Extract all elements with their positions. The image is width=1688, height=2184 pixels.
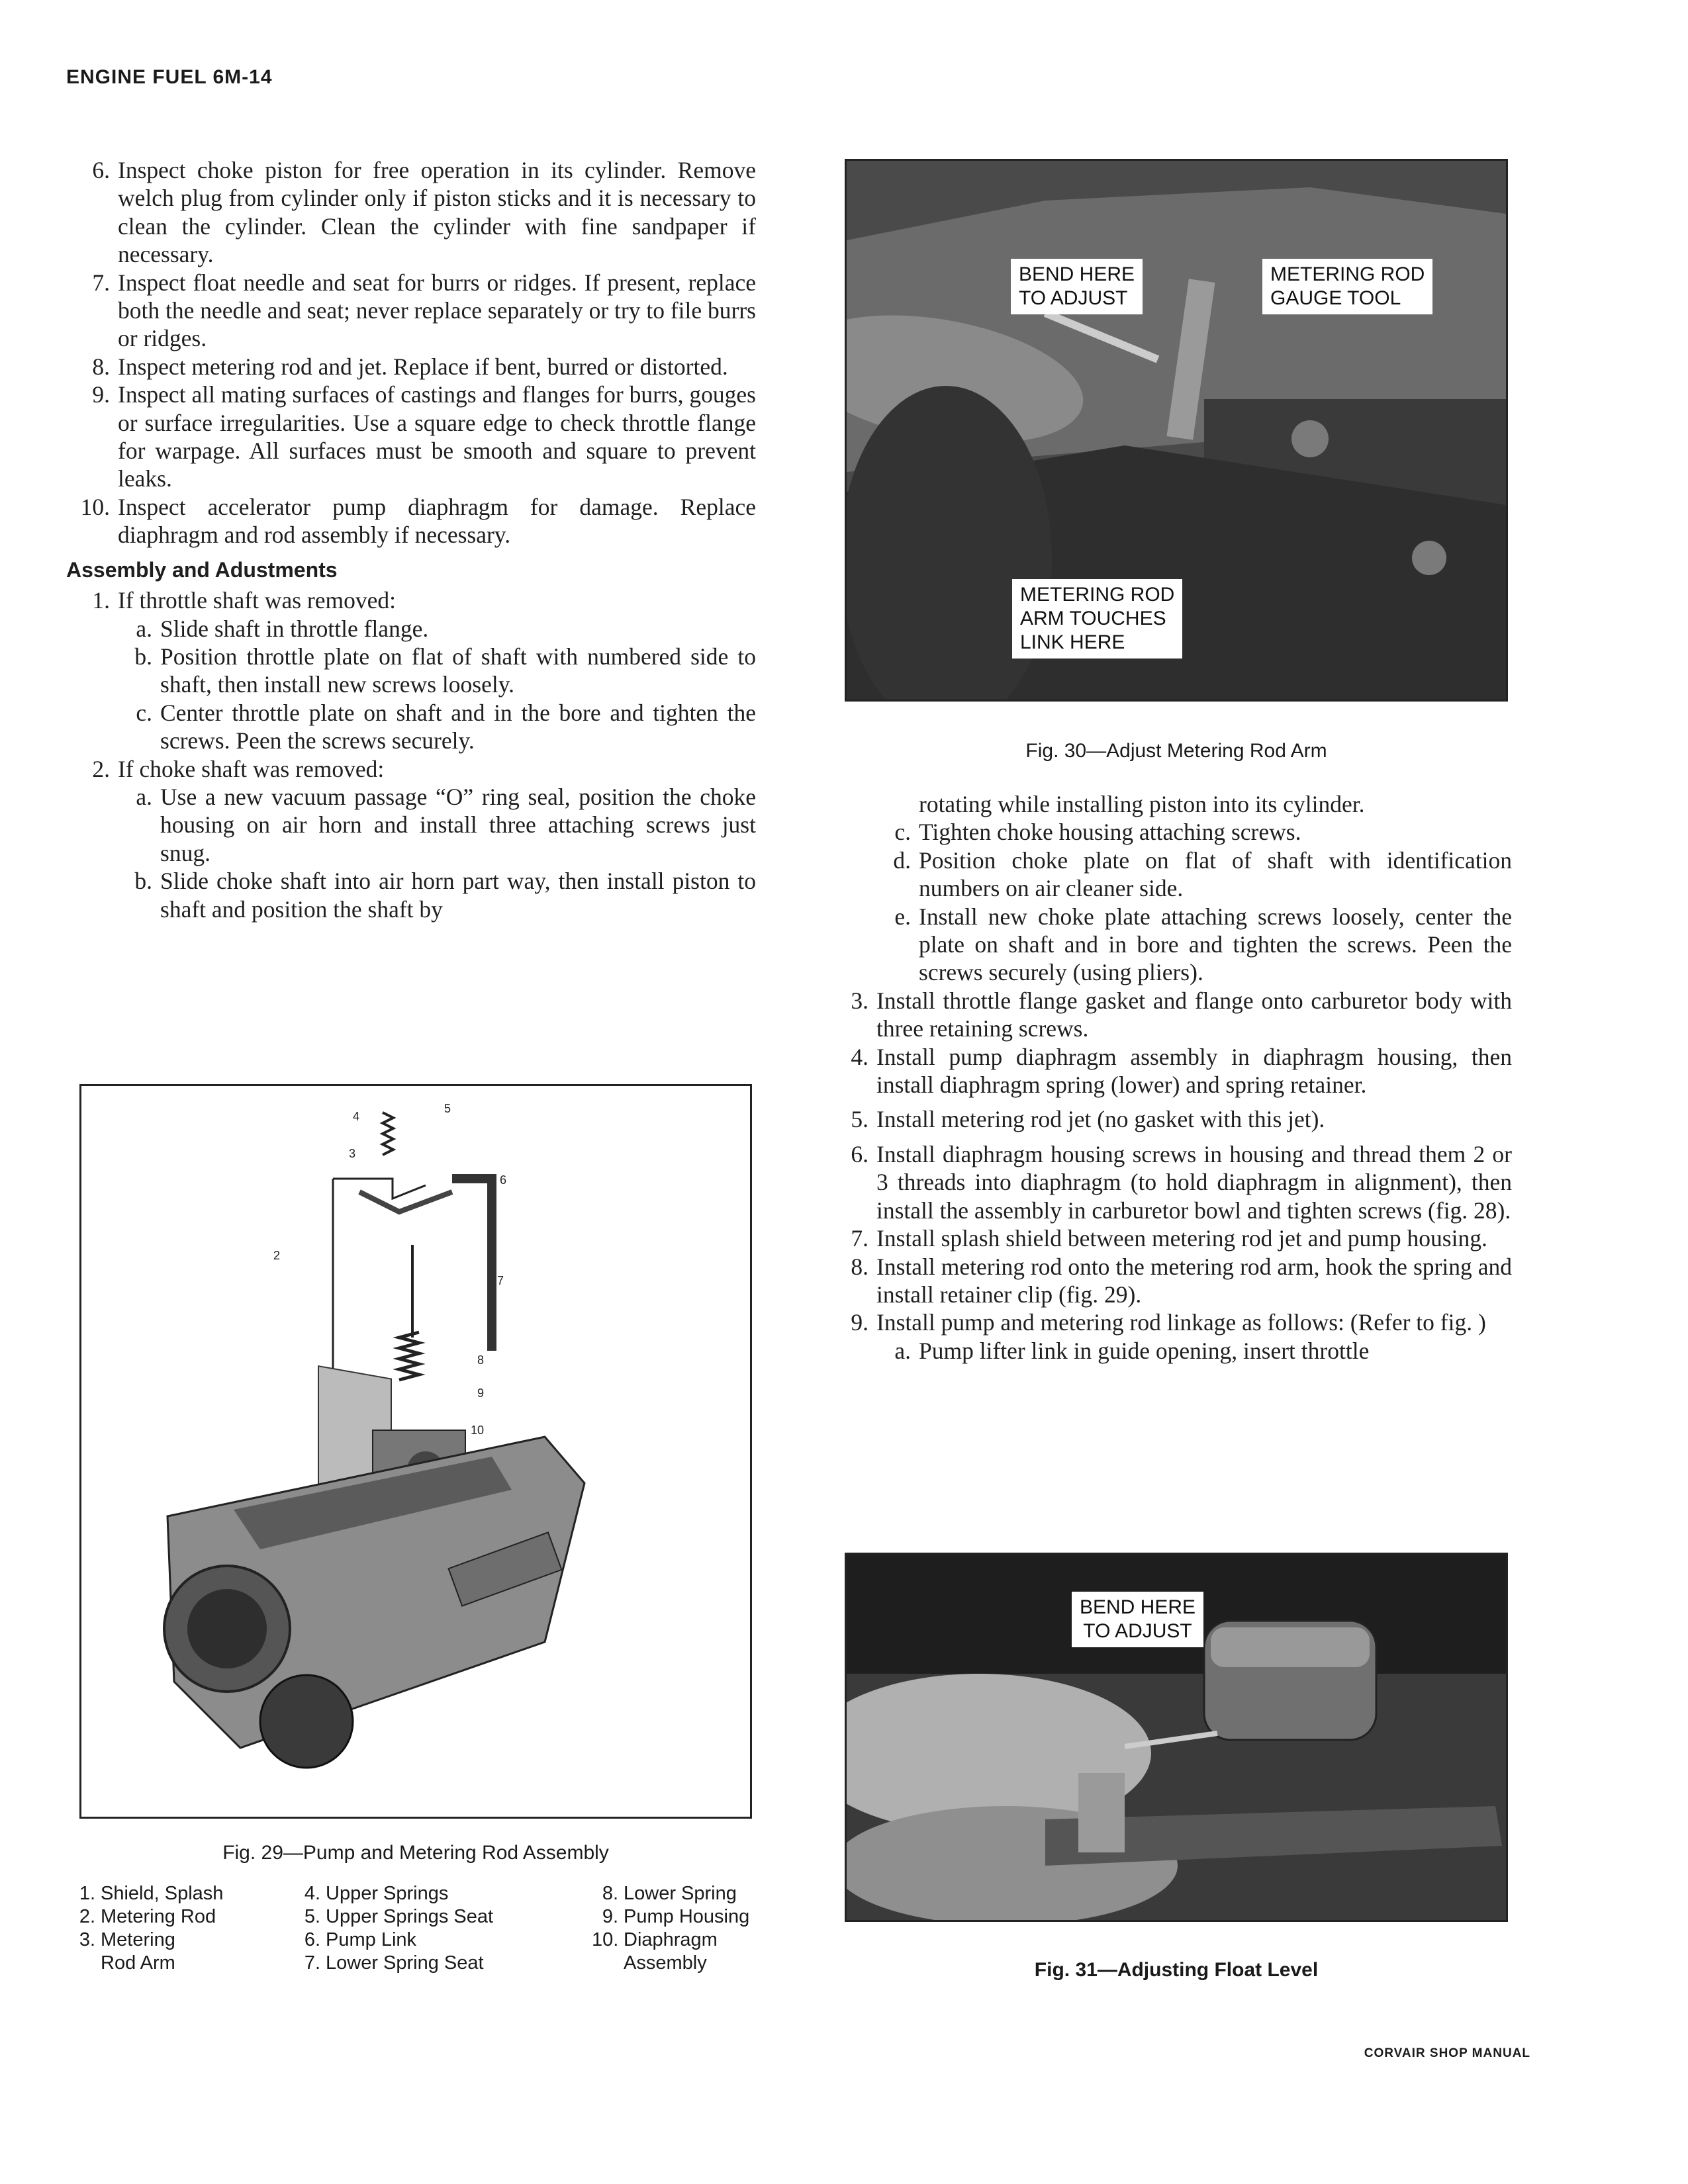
step-text: Inspect metering rod and jet. Replace if bent, burred or distorted.	[118, 353, 728, 380]
assembly-step	[825, 1253, 1512, 1309]
inspection-step	[66, 353, 756, 381]
section-heading: Assembly and Adustments	[66, 557, 338, 582]
substep-text: Slide choke shaft into air horn part way, then install piston to shaft and position the shaft by	[160, 868, 756, 923]
step-number: 1.	[92, 587, 110, 614]
callout-3: 3	[349, 1147, 356, 1160]
inspection-step	[66, 493, 756, 549]
assembly-step	[66, 586, 756, 614]
right-column	[825, 790, 1512, 1365]
substep-text: Position throttle plate on flat of shaft with numbered side to shaft, then install new screws loosely.	[160, 643, 756, 698]
substep-text: Pump lifter link in guide opening, insert throttle	[919, 1337, 1370, 1364]
step-number: 6.	[851, 1140, 868, 1167]
assembly-substep	[825, 846, 1512, 903]
callout-metering-rod-arm: METERING ROD ARM TOUCHES LINK HERE	[1012, 579, 1182, 659]
step-number: 6.	[92, 157, 110, 183]
callout-6: 6	[500, 1173, 507, 1187]
callout-7: 7	[497, 1274, 504, 1287]
fig30-caption: Fig. 30—Adjust Metering Rod Arm	[1025, 740, 1327, 762]
callout-2: 2	[273, 1249, 281, 1262]
legend-item: 7. Lower Spring Seat	[304, 1952, 484, 1974]
assembly-step	[825, 1105, 1512, 1133]
substep-letter: d.	[893, 846, 911, 874]
assembly-step	[825, 987, 1512, 1043]
callout-bend-here: BEND HERE TO ADJUST	[1072, 1592, 1203, 1647]
substep-letter: b.	[134, 868, 152, 895]
legend-item: 6. Pump Link	[304, 1929, 417, 1950]
inspection-step	[66, 156, 756, 269]
step-number: 8.	[851, 1253, 868, 1280]
fig29-legend	[69, 1882, 764, 1981]
substep-letter: a.	[136, 783, 152, 810]
substep-letter: c.	[136, 699, 152, 726]
assembly-substep	[66, 615, 756, 643]
step-number: 9.	[92, 381, 110, 408]
fig31-photo	[845, 1553, 1508, 1922]
step-text: Install pump diaphragm assembly in diaphragm housing, then install diaphragm spring (lower) and spring retainer.	[876, 1043, 1512, 1099]
step-text: If choke shaft was removed:	[118, 755, 385, 782]
fig29-caption: Fig. 29—Pump and Metering Rod Assembly	[222, 1842, 609, 1864]
substep-letter: c.	[894, 819, 911, 846]
callout-4: 4	[353, 1110, 360, 1123]
step-text: Inspect accelerator pump diaphragm for damage. Replace diaphragm and rod assembly if necessary.	[118, 493, 756, 549]
assembly-step	[825, 1224, 1512, 1252]
assembly-substep	[66, 699, 756, 755]
assembly-substep	[825, 818, 1512, 846]
assembly-substep	[66, 867, 756, 923]
step-text: Install throttle flange gasket and flange onto carburetor body with three retaining screws.	[876, 987, 1512, 1042]
step-number: 10.	[80, 493, 110, 520]
substep-letter: b.	[134, 643, 152, 670]
continuation-text: rotating while installing piston into its cylinder.	[919, 791, 1365, 817]
step-number: 3.	[851, 987, 868, 1014]
substep-text: Center throttle plate on shaft and in the bore and tighten the screws. Peen the screws securely.	[160, 699, 756, 754]
callout-8: 8	[477, 1353, 485, 1367]
legend-item: 1. Shield, Splash	[79, 1883, 224, 1904]
callout-bend-here: BEND HERE TO ADJUST	[1011, 259, 1143, 314]
step-text: Install metering rod onto the metering rod arm, hook the spring and install retainer clip (fig. 29).	[876, 1253, 1512, 1308]
assembly-substep	[825, 1337, 1512, 1365]
step-text: If throttle shaft was removed:	[118, 587, 396, 614]
step-text: Install diaphragm housing screws in housing and thread them 2 or 3 threads into diaphragm (to hold diaphragm in alignment), then install the assembly in carburetor bowl and tighten screws (fig. 28).	[876, 1140, 1512, 1224]
assembly-substep	[66, 643, 756, 699]
step-text: Inspect float needle and seat for burrs or ridges. If present, replace both the needle and seat; never replace separately or try to file burrs or ridges.	[118, 269, 756, 352]
callout-5: 5	[444, 1102, 451, 1115]
step-number: 7.	[92, 269, 110, 296]
step-number: 8.	[92, 353, 110, 380]
substep-text: Slide shaft in throttle flange.	[160, 615, 429, 642]
substep-letter: a.	[136, 615, 152, 642]
step-text: Inspect all mating surfaces of castings and flanges for burrs, gouges or surface irregularities. Use a square edge to check throttle flange for warpage. All surfaces must be smooth and square to prevent leaks.	[118, 381, 756, 492]
assembly-substep	[825, 903, 1512, 987]
page-footer: CORVAIR SHOP MANUAL	[1364, 2046, 1530, 2060]
page-header: ENGINE FUEL 6M-14	[66, 66, 273, 88]
step-text: Install pump and metering rod linkage as follows: (Refer to fig. )	[876, 1309, 1486, 1336]
substep-letter: a.	[894, 1337, 911, 1364]
assembly-step	[66, 755, 756, 783]
assembly-step	[825, 1140, 1512, 1224]
step-text: Inspect choke piston for free operation in its cylinder. Remove welch plug from cylinder only if piston sticks and it is necessary to clean the cylinder. Clean the cylinder with fine sandpaper if necessary.	[118, 157, 756, 268]
legend-item: Rod Arm	[101, 1952, 175, 1974]
callout-9: 9	[477, 1387, 485, 1400]
substep-text: Use a new vacuum passage “O” ring seal, position the choke housing on air horn and install three attaching screws just snug.	[160, 783, 756, 866]
legend-item: 4. Upper Springs	[304, 1883, 449, 1904]
legend-item: 10. Diaphragm	[592, 1929, 718, 1950]
legend-item: 5. Upper Springs Seat	[304, 1906, 494, 1927]
fig29-illustration	[79, 1084, 752, 1819]
callout-metering-rod-gauge: METERING ROD GAUGE TOOL	[1262, 259, 1432, 314]
inspection-step	[66, 381, 756, 493]
inspection-step	[66, 269, 756, 353]
legend-item: Assembly	[624, 1952, 707, 1974]
step-number: 2.	[92, 755, 110, 782]
pump-metering-rod-drawing	[81, 1086, 750, 1817]
legend-item: 9. Pump Housing	[602, 1906, 750, 1927]
step-number: 9.	[851, 1309, 868, 1336]
callout-10: 10	[471, 1424, 485, 1437]
step-number: 7.	[851, 1225, 868, 1252]
substep-letter: e.	[894, 903, 911, 930]
assembly-step	[825, 1308, 1512, 1336]
legend-item: 3. Metering	[79, 1929, 175, 1950]
step-number: 4.	[851, 1043, 868, 1070]
substep-text: Position choke plate on flat of shaft with identification numbers on air cleaner side.	[919, 846, 1512, 902]
step-text: Install metering rod jet (no gasket with this jet).	[876, 1106, 1325, 1133]
fig31-caption: Fig. 31—Adjusting Float Level	[1034, 1959, 1319, 1981]
assembly-step	[825, 1043, 1512, 1099]
fig30-photo	[845, 159, 1508, 702]
left-column	[66, 156, 756, 923]
legend-item: 2. Metering Rod	[79, 1906, 216, 1927]
step-number: 5.	[851, 1106, 868, 1133]
legend-item: 8. Lower Spring	[602, 1883, 737, 1904]
substep-text: Tighten choke housing attaching screws.	[919, 819, 1301, 846]
assembly-substep	[66, 783, 756, 867]
step-text: Install splash shield between metering rod jet and pump housing.	[876, 1225, 1487, 1252]
substep-text: Install new choke plate attaching screws loosely, center the plate on shaft and in bore and tighten the screws. Peen the screws securely (using pliers).	[919, 903, 1512, 986]
